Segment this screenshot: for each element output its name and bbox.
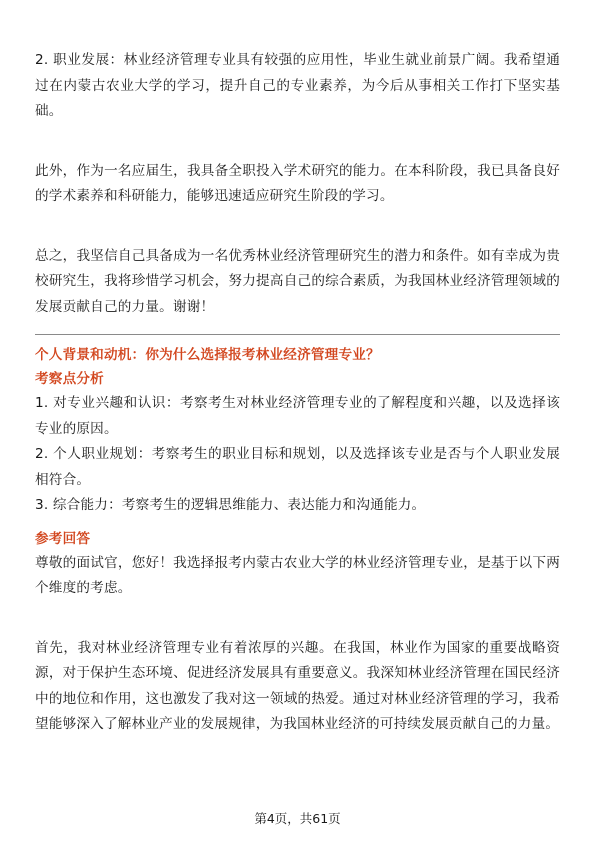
question-title: 个人背景和动机：你为什么选择报考林业经济管理专业？ — [35, 347, 380, 363]
page-content — [35, 48, 560, 738]
answer-paragraph: 尊敬的面试官，您好！我选择报考内蒙古农业大学的林业经济管理专业，是基于以下两个维度的考虑。 — [35, 554, 560, 596]
career-development-paragraph: 2. 职业发展：林业经济管理专业具有较强的应用性，毕业生就业前景广阔。我希望通过在内蒙古农业大学的学习，提升自己的专业素养，为今后从事相关工作打下坚实基础。 — [35, 52, 560, 119]
analysis-item: 2. 个人职业规划：考察考生的职业目标和规划，以及选择该专业是否与个人职业发展相符合。 — [35, 446, 560, 488]
answer-heading: 参考回答 — [35, 530, 91, 547]
page-number-footer: 第4页，共61页 — [254, 811, 341, 826]
paragraph-spacer — [35, 602, 560, 636]
paragraph-spacer — [35, 210, 560, 244]
paragraph-spacer — [35, 125, 560, 159]
answer-paragraph: 首先，我对林业经济管理专业有着浓厚的兴趣。在我国，林业作为国家的重要战略资源，对于保护生态环境、促进经济发展具有重要意义。我深知林业经济管理在国民经济中的地位和作用，这也激发了我对这一领域的热爱。通过对林业经济管理的学习，我希望能够深入了解林业产业的发展规律，为我国林业经济的可持续发展贡献自己的力量。 — [35, 639, 560, 732]
analysis-heading: 考察点分析 — [35, 371, 104, 387]
analysis-item: 3. 综合能力：考察考生的逻辑思维能力、表达能力和沟通能力。 — [35, 497, 426, 513]
analysis-item: 1. 对专业兴趣和认识：考察考生对林业经济管理专业的了解程度和兴趣，以及选择该专业的原因。 — [35, 395, 560, 437]
full-time-research-paragraph: 此外，作为一名应届生，我具备全职投入学术研究的能力。在本科阶段，我已具备良好的学术素养和科研能力，能够迅速适应研究生阶段的学习。 — [35, 162, 560, 204]
conclusion-paragraph: 总之，我坚信自己具备成为一名优秀林业经济管理研究生的潜力和条件。如有幸成为贵校研究生，我将珍惜学习机会，努力提高自己的综合素质，为我国林业经济管理领域的发展贡献自己的力量。谢谢！ — [35, 247, 560, 315]
section-divider — [35, 334, 560, 335]
